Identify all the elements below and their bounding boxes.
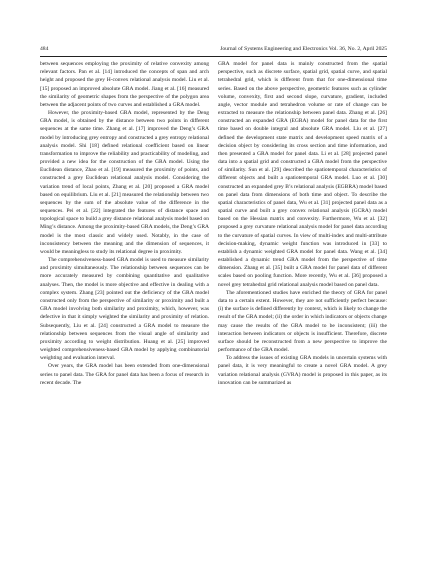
paragraph: The aforementioned studies have enriched the theory of GRA for panel data to a certain extent. However, they are not sufficiently perfect because: (i) the surface is defined differently by context, which is likely to change the result of the GRA model; (ii) the order in which indicators or objects change may cause the results of the GRA model to be inconsistent; (iii) the interaction between indicators or objects is insufficient. Therefore, discrete surface should be reconstructed from a new perspective to improve the performance of the GRA model.	[218, 289, 387, 354]
left-column	[40, 60, 209, 387]
paragraph: Over years, the GRA model has been extended from one-dimensional series to panel data. The GRA for panel data has been a focus of research in recent decade. The	[40, 363, 209, 386]
right-column	[218, 60, 387, 387]
running-header	[40, 44, 387, 54]
page-number: 484	[40, 46, 49, 52]
journal-citation: Journal of Systems Engineering and Electronics Vol. 36, No. 2, April 2025	[220, 46, 387, 52]
header-rule	[40, 56, 387, 57]
paragraph: between sequences employing the proximity of relative convexity among relevant factors. Pan et al. [14] introduced the concepts of span and arch height and proposed the grey H-convex relational analysis model. Liu et al. [15] proposed an improved absolute GRA model. Jiang et al. [16] measured the similarity of geometric shapes from the perspective of the polygon area between the adjacent points of two curves and established a GRA model.	[40, 61, 209, 108]
paragraph: GRA model for panel data is mainly constructed from the spatial perspective, such as discrete surface, spatial grid, spatial curve, and spatial tetrahedral grid, which is different from that for one-dimensional time series. Based on the above perspective, geometric features such as cylinder volume, convexity, first and second slope, curvature, gradient, included angle, vector module and tetrahedron volume or rate of change can be extracted to measure the relationship between panel data. Zhang et al. [26] constructed an expanded GRA (EGRA) model for panel data for the first time based on double integral and absolute GRA model. Liu et al. [27] defined the development state matrix and development speed matrix of a decision object by considering its cross section and time information, and then presented a GRA model for panel data. Li et al. [28] projected panel data into a spatial grid and constructed a GRA model from the perspective of similarity. Sun et al. [29] described the spatiotemporal characteristics of different objects and built a spatiotemporal GRA model. Luo et al. [30] constructed an expanded grey B’s relational analysis (EGBRA) model based on panel data from dimensions of both time and object. To describe the spatial characteristics of panel data, Wu et al. [31] projected panel data as a spatial curve and built a grey convex relational analysis (GCRA) model based on the Hessian matrix and convexity. Furthermore, Wu et al. [32] proposed a grey curvature relational analysis model for panel data according to the curvature of spatial curves. In view of multi-index and multi-attribute decision-making, dynamic weight function was introduced in [33] to establish a dynamic weighted GRA model for panel data. Wang et al. [34] established a dynamic trend GRA model from the perspective of time dimension. Zhang et al. [35] built a GRA model for panel data of different scales based on pooling function. More recently, Wu et al. [36] proposed a novel grey tetrahedral grid relational analysis model based on panel data.	[218, 61, 387, 288]
paragraph: However, the proximity-based GRA model, represented by the Deng GRA model, is obtained by the distance between two points in different sequences at the same time. Zhang et al. [17] improved the Deng’s GRA model by introducing grey entropy and constructed a grey entropy relational analysis model. Shi [18] defined relational coefficient based on linear transformation to improve the reliability and practicability of modeling, and provided a new idea for the construction of the GRA model. Using the Euclidean distance, Zhao et al. [19] measured the proximity of points, and constructed a grey Euclidean relational analysis model. Considering the variation trend of local points, Zhang et al. [20] proposed a GRA model based on equilibrium. Liu et al. [21] measured the relationship between two sequences by the sum of the absolute value of the difference in the sequences. Pei et al. [22] integrated the features of distance space and topological space to build a grey distance relational analysis model based on Ming’s distance. Among the proximity-based GRA models, the Deng’s GRA model is the most classic and widely used. Notably, in the case of inconsistency between the meaning and the dimension of sequences, it would be meaningless to study its relational degree in proximity.	[40, 110, 209, 255]
paragraph: The comprehensiveness-based GRA model is used to measure similarity and proximity simultaneously. The relationship between sequences can be more accurately measured by combining quantitative and qualitative analyses. Then, the model is more objective and effective in dealing with a complex system. Zhang [23] pointed out the deficiency of the GRA model constructed only from the perspective of similarity or proximity and built a GRA model involving both similarity and proximity, which, however, was defective in that it simply weighted the similarity and proximity of relation. Subsequently, Liu et al. [24] constructed a GRA model to measure the relationship between sequences from the visual angle of similarity and proximity according to weight distribution. Huang et al. [25] improved weighted comprehensiveness-based GRA model by applying combinatorial weighting and evaluation interval.	[40, 257, 209, 362]
paragraph: To address the issues of existing GRA models in uncertain systems with panel data, it is very meaningful to create a novel GRA model. A grey variation relational analysis (GVRA) model is proposed in this paper, as its innovation can be summarized as	[218, 355, 387, 386]
